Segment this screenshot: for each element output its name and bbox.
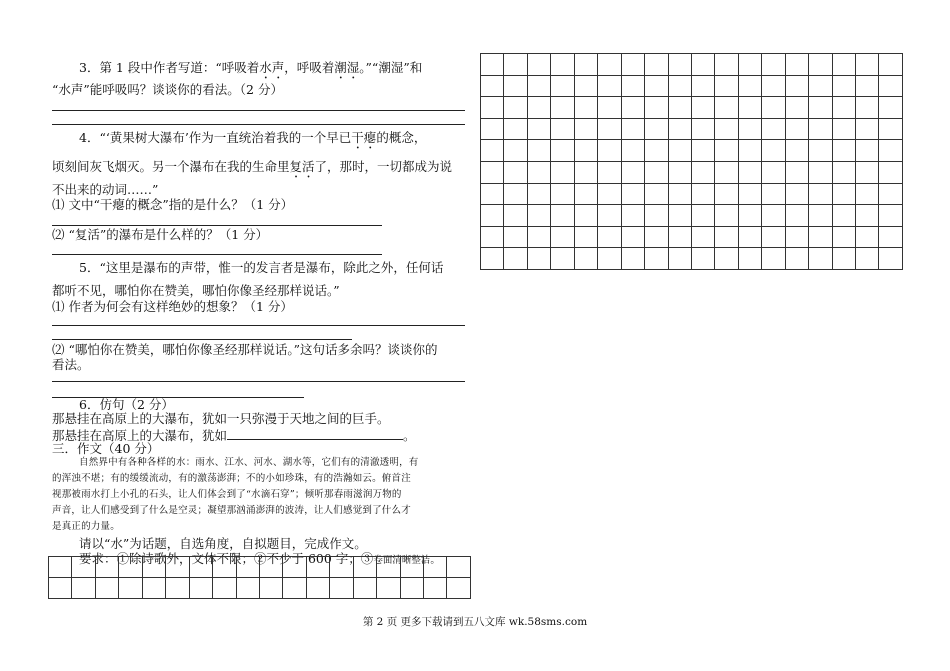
question-4-line2: 顷刻间灰飞烟灭。另一个瀑布在我的生命里复活了，那时，一切都成为说 bbox=[52, 159, 453, 174]
answer-line bbox=[52, 339, 352, 340]
answer-line bbox=[52, 254, 382, 255]
essay-material-line: 声音，让人们感受到了什么是空灵；凝望那汹涌澎湃的波涛，让人们感觉到了什么才 bbox=[52, 505, 411, 516]
writing-grid-bottom bbox=[48, 556, 471, 599]
essay-requirements: 要求：①除诗歌外，文体不限；②不少于 600 字；③卷面清晰整洁。 bbox=[79, 551, 440, 566]
answer-line bbox=[52, 124, 465, 125]
essay-material-line: 是真正的力量。 bbox=[52, 521, 120, 532]
answer-line bbox=[52, 225, 382, 226]
question-5-sub2-line1: ⑵ “哪怕你在赞美，哪怕你像圣经那样说话。”这句话多余吗？谈谈你的 bbox=[52, 342, 438, 357]
essay-material-line: 自然界中有各种各样的水：雨水、江水、河水、湖水等，它们有的清澈透明，有 bbox=[79, 457, 419, 468]
question-5-line1: 5．“这里是瀑布的声带，惟一的发言者是瀑布，除此之外，任何话 bbox=[79, 260, 444, 275]
question-6-example: 那悬挂在高原上的大瀑布，犹如一只弥漫于天地之间的巨手。 bbox=[52, 411, 390, 426]
question-5-sub1: ⑴ 作者为何会有这样绝妙的想象？（1 分） bbox=[52, 299, 293, 314]
answer-line bbox=[52, 397, 304, 398]
question-3-line2: “水声”能呼吸吗？谈谈你的看法。（2 分） bbox=[52, 82, 283, 97]
answer-line bbox=[52, 381, 465, 382]
question-5-sub2-line2: 看法。 bbox=[52, 357, 90, 372]
answer-line bbox=[52, 110, 465, 111]
question-4-sub2: ⑵ “复活”的瀑布是什么样的？（1 分） bbox=[52, 227, 269, 242]
essay-prompt: 请以“水”为话题，自选角度，自拟题目，完成作文。 bbox=[79, 536, 367, 551]
question-6-title: 6．仿句（2 分） bbox=[79, 397, 174, 412]
question-4-sub1: ⑴ 文中“干瘪的概念”指的是什么？（1 分） bbox=[52, 197, 294, 212]
writing-grid-right bbox=[480, 53, 903, 270]
essay-heading: 三．作文（40 分） bbox=[52, 441, 160, 456]
page-footer: 第 2 页 更多下载请到五八文库 wk.58sms.com bbox=[362, 616, 588, 628]
essay-material-line: 视那被雨水打上小孔的石头，让人们体会到了“水滴石穿”；倾听那春雨滋润万物的 bbox=[52, 489, 402, 500]
essay-material-line: 的浑浊不堪；有的缓缓流动，有的激荡澎湃；不的小如珍珠，有的浩瀚如云。俯首注 bbox=[52, 473, 411, 484]
question-3-line1: 3．第 1 段中作者写道：“呼吸着水声，呼吸着潮湿。”“潮湿”和 bbox=[79, 60, 423, 75]
question-4-line1: 4．“‘黄果树大瀑布’作为一直统治着我的一个早已干瘪的概念， bbox=[79, 130, 427, 145]
answer-line bbox=[52, 325, 465, 326]
question-5-line2: 都听不见，哪怕你在赞美，哪怕你像圣经那样说话。” bbox=[52, 283, 340, 298]
question-4-line3: 不出来的动词……” bbox=[52, 182, 159, 197]
question-6-imitation: 那悬挂在高原上的大瀑布，犹如 。 bbox=[52, 428, 416, 443]
